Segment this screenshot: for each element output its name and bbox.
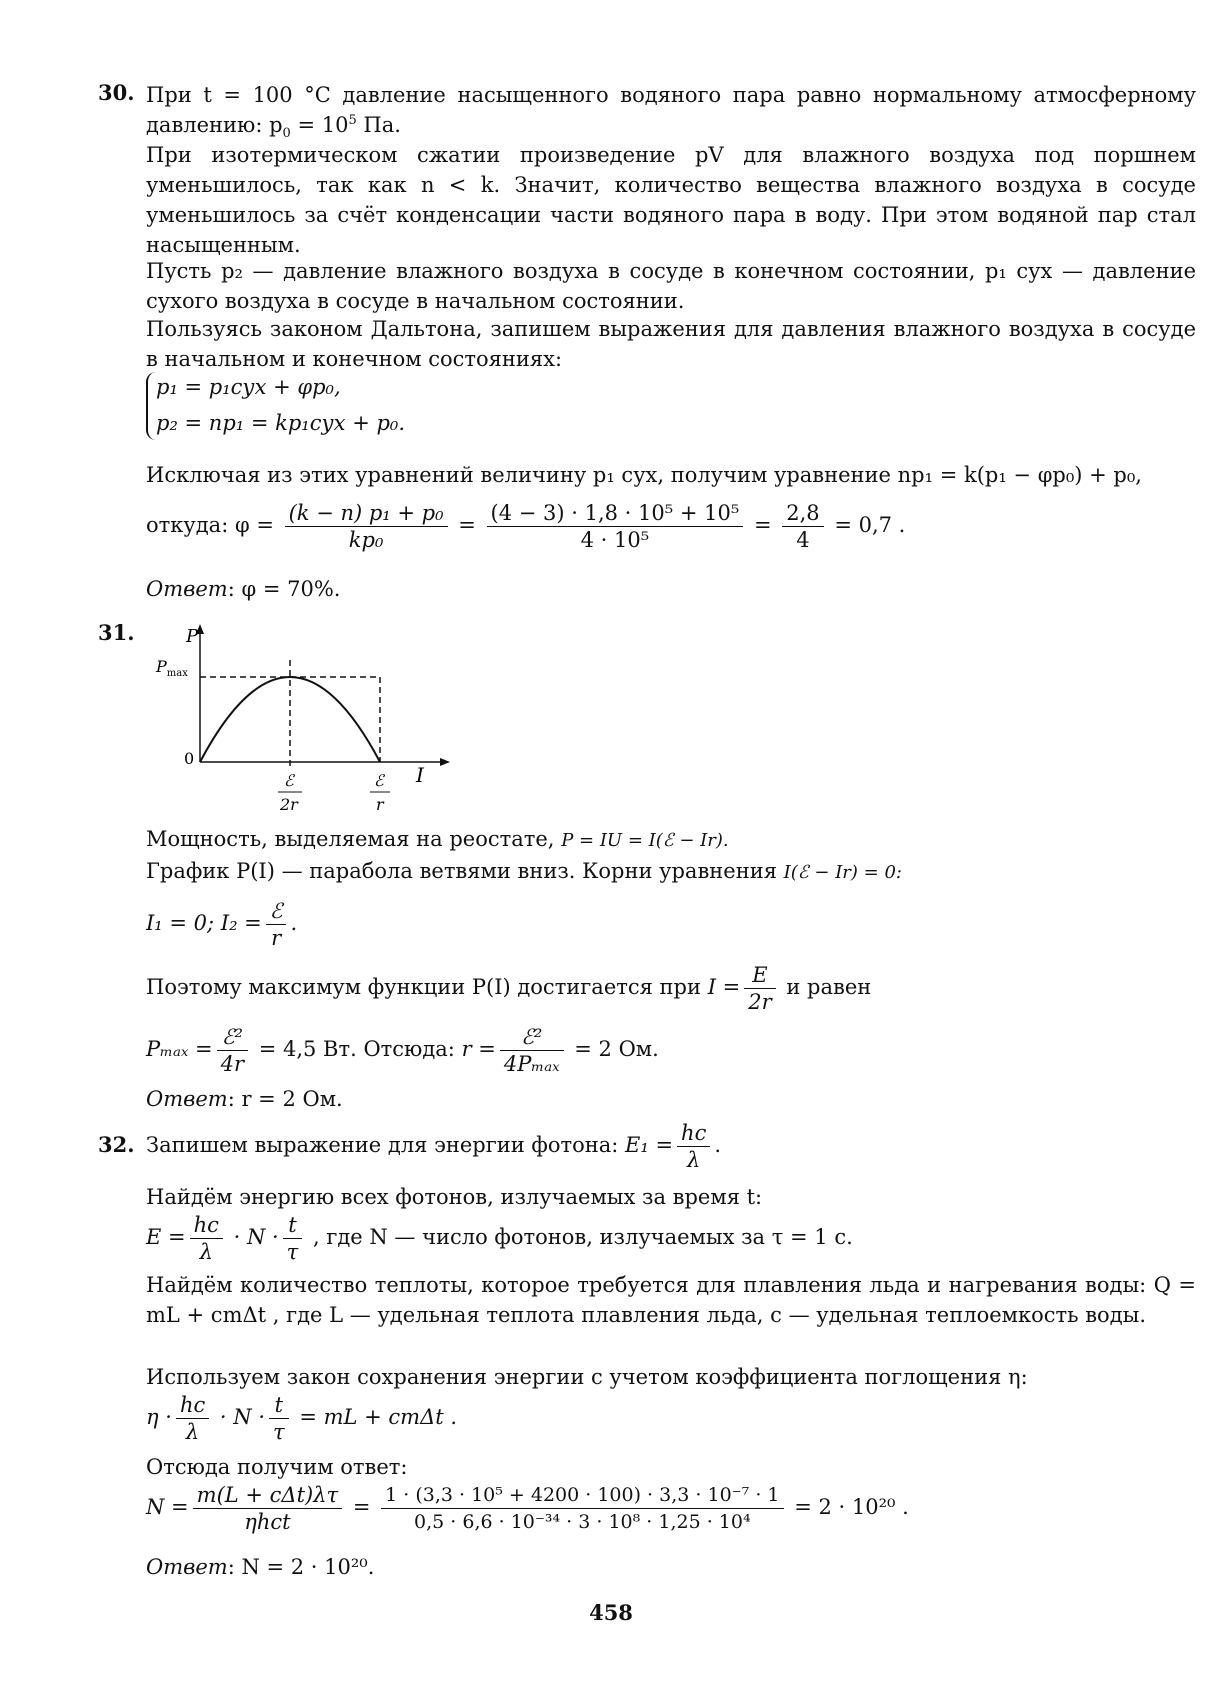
problem-31-roots: I₁ = 0; I₂ = $\frac{\text{ℰ}}{r}$ . (146, 899, 298, 950)
problem-32-line1: Запишем выражение для энергии фотона: E₁ = $\frac{hc}{\lambda}$ . (146, 1121, 722, 1172)
problem-30-phi-formula: откуда: φ = $\frac{\text{(k − n) p₁ + p₀}}{\text{kp₀}}$ = $\frac{\text{(4 − 3) · 1,8 · 10⁵ + 10⁵}}{\text{4 · 10⁵}}$ = $\frac{2,8}{4}$ = 0,7 . (146, 501, 906, 552)
x-tick-root-den: r (376, 795, 384, 814)
problem-32-number: 32. (98, 1132, 135, 1157)
zero-tick-label: 0 (184, 749, 195, 768)
page-number: 458 (589, 1600, 633, 1625)
problem-31-answer: Ответ: r = 2 Ом. (146, 1087, 343, 1111)
problem-32-line3: E = $\frac{hc}{\lambda}$ · N · $\frac{t}{\tau}$ , где N — число фотонов, излучаемых за τ = 1 с. (146, 1213, 853, 1264)
equation-2: p₂ = np₁ = kp₁сух + p₀. (156, 411, 405, 435)
problem-31-line2: График P(I) — парабола ветвями вниз. Корни уравнения I(ℰ − Ir) = 0: (146, 859, 902, 883)
problem-31-line1: Мощность, выделяемая на реостате, P = IU = I(ℰ − Ir). (146, 827, 729, 851)
problem-32-line4: Найдём количество теплоты, которое требуется для плавления льда и нагревания воды: Q = mL + cmΔt , где L — удельная теплота плавления льда, c — удельная теплоемкость воды. (146, 1273, 1196, 1327)
x-axis-label: I (416, 763, 424, 787)
parabola-curve (200, 677, 380, 762)
problem-30-para4: Пользуясь законом Дальтона, запишем выражения для давления влажного воздуха в сосуде в начальном и конечном состояниях: (146, 317, 1196, 371)
pmax-tick-label: $P_{max}$ (156, 657, 188, 679)
problem-32-answer: Ответ: N = 2 · 10²⁰. (146, 1555, 375, 1579)
problem-30-line1: При t = 100 °C давление насыщенного водяного пара равно нормальному атмосферному давлению: $p_0 = 10^5$ Па. (146, 83, 1196, 142)
x-tick-root-num: ℰ (374, 771, 384, 790)
problem-31-line5: Pₘₐₓ = $\frac{\text{ℰ²}}{4r}$ = 4,5 Вт. Отсюда: r = $\frac{\text{ℰ²}}{\text{4Pₘₐₓ}}$ = 2 Ом. (146, 1025, 659, 1076)
problem-31-line4: Поэтому максимум функции P(I) достигается при I = $\frac{E}{2r}$ и равен (146, 963, 872, 1014)
problem-30-para2: При изотермическом сжатии произведение pV для влажного воздуха под поршнем уменьшилось, так как n < k. Значит, количество вещества влажного воздуха в сосуде уменьшилось за счёт конденсации части водяного пара в воду. При этом водяной пар стал насыщенным. (146, 143, 1196, 257)
problem-32-final-formula: N = $\frac{\text{m(L + cΔt)λτ}}{\text{ηhct}}$ = $\frac{\text{1 · (3,3 · 10⁵ + 4200 · 100) · 3,3 · 10⁻⁷ · 1}}{\text{0,5 · 6,6 · 10⁻³⁴ · 3 · 10⁸ · 1,25 · 10⁴}}$ = 2 · 10²⁰ . (146, 1483, 909, 1534)
x-axis-arrow-icon (440, 758, 450, 766)
x-tick-half-den: 2r (280, 795, 298, 814)
problem-32-line5: Используем закон сохранения энергии с учетом коэффициента поглощения η: (146, 1365, 1028, 1389)
equation-1: p₁ = p₁сух + φp₀, (156, 375, 341, 399)
problem-30-system (146, 372, 405, 440)
x-tick-half-num: ℰ (284, 771, 294, 790)
problem-30-number: 30. (98, 80, 135, 105)
problem-30-para5: Исключая из этих уравнений величину p₁ сух, получим уравнение np₁ = k(p₁ − φp₀) + p₀, (146, 463, 1142, 487)
power-current-graph (150, 622, 450, 822)
problem-32-energy-balance: η · $\frac{hc}{\lambda}$ · N · $\frac{t}{\tau}$ = mL + cmΔt . (146, 1393, 458, 1444)
problem-30-answer: Ответ: φ = 70%. (146, 577, 341, 601)
problem-32-line7: Отсюда получим ответ: (146, 1455, 408, 1479)
problem-31-number: 31. (98, 620, 135, 645)
problem-30-para3: Пусть p₂ — давление влажного воздуха в сосуде в конечном состоянии, p₁ сух — давление сухого воздуха в сосуде в начальном состоянии. (146, 259, 1196, 313)
problem-32-line2: Найдём энергию всех фотонов, излучаемых за время t: (146, 1185, 763, 1209)
y-axis-label: P (186, 626, 199, 647)
